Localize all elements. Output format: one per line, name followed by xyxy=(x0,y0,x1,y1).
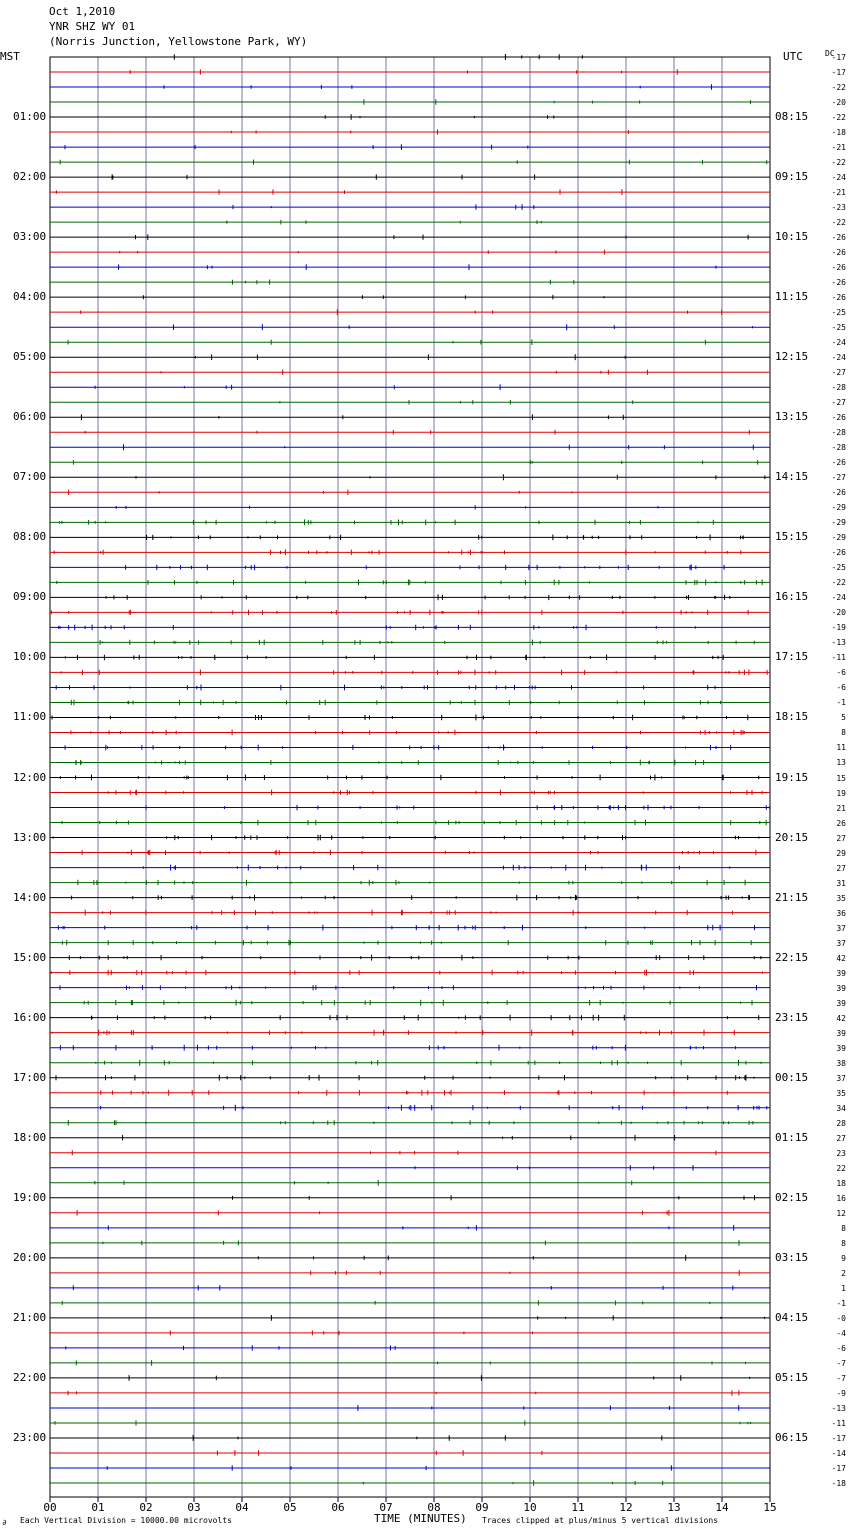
left-hour-label: 12:00 xyxy=(13,770,47,784)
left-timezone-label: MST xyxy=(0,50,20,63)
right-hour-label: 04:15 xyxy=(775,1310,809,1324)
dc-offset-label: 38 xyxy=(836,1058,846,1068)
left-hour-label: 16:00 xyxy=(13,1010,47,1024)
left-hour-label: 17:00 xyxy=(13,1070,47,1084)
right-timezone-label: UTC xyxy=(783,50,803,63)
right-hour-label: 21:15 xyxy=(775,890,809,904)
dc-header-label: DC xyxy=(825,49,835,58)
dc-offset-label: -24 xyxy=(831,353,846,363)
corner-mark: ∂ xyxy=(2,1518,7,1527)
dc-offset-label: 8 xyxy=(841,728,846,738)
dc-offset-label: 26 xyxy=(836,818,846,828)
left-hour-label: 06:00 xyxy=(13,410,47,424)
x-tick-label: 14 xyxy=(715,1501,729,1514)
dc-offset-label: 31 xyxy=(836,878,846,888)
x-tick-label: 11 xyxy=(571,1501,585,1514)
dc-offset-label: 23 xyxy=(836,1148,846,1158)
dc-offset-label: 8 xyxy=(841,1238,846,1248)
dc-offset-label: -26 xyxy=(831,413,846,423)
dc-offset-label: -1 xyxy=(836,698,846,708)
right-hour-label: 14:15 xyxy=(775,470,809,484)
x-tick-label: 06 xyxy=(331,1501,345,1514)
dc-offset-label: -25 xyxy=(831,323,846,333)
right-hour-label: 05:15 xyxy=(775,1370,809,1384)
dc-offset-label: -11 xyxy=(831,1418,846,1428)
right-hour-label: 09:15 xyxy=(775,170,809,184)
left-hour-label: 20:00 xyxy=(13,1250,47,1264)
dc-offset-label: -26 xyxy=(831,488,846,498)
dc-offset-label: -6 xyxy=(836,683,846,693)
dc-offset-label: -1 xyxy=(836,1298,846,1308)
dc-offset-label: 39 xyxy=(836,983,846,993)
dc-offset-label: -17 xyxy=(831,53,846,62)
dc-offset-label: -29 xyxy=(831,503,846,513)
right-hour-label: 19:15 xyxy=(775,770,809,784)
right-hour-label: 23:15 xyxy=(775,1010,809,1024)
dc-offset-label: 13 xyxy=(836,758,846,768)
right-hour-label: 16:15 xyxy=(775,590,809,604)
x-tick-label: 04 xyxy=(235,1501,249,1514)
right-hour-label: 13:15 xyxy=(775,410,809,424)
x-tick-label: 00 xyxy=(43,1501,57,1514)
dc-offset-label: 2 xyxy=(841,1268,846,1278)
dc-offset-label: 36 xyxy=(836,908,846,918)
dc-offset-label: 39 xyxy=(836,998,846,1008)
dc-offset-label: -22 xyxy=(831,158,846,168)
dc-offset-label: -27 xyxy=(831,368,846,378)
dc-offset-label: -21 xyxy=(831,188,846,198)
dc-offset-label: -11 xyxy=(831,653,846,663)
dc-offset-label: -23 xyxy=(831,203,846,213)
dc-offset-label: 37 xyxy=(836,1073,846,1083)
dc-offset-label: -21 xyxy=(831,143,846,153)
left-hour-label: 15:00 xyxy=(13,950,47,964)
left-hour-label: 19:00 xyxy=(13,1190,47,1204)
dc-offset-label: 35 xyxy=(836,893,846,903)
dc-offset-label: -26 xyxy=(831,263,846,273)
right-hour-label: 08:15 xyxy=(775,110,809,124)
x-tick-label: 05 xyxy=(283,1501,297,1514)
dc-offset-label: -9 xyxy=(836,1388,846,1398)
dc-offset-label: -25 xyxy=(831,308,846,318)
left-hour-label: 07:00 xyxy=(13,470,47,484)
dc-offset-label: 34 xyxy=(836,1103,846,1113)
dc-offset-label: -22 xyxy=(831,578,846,588)
dc-offset-label: -18 xyxy=(831,128,846,138)
right-hour-label: 03:15 xyxy=(775,1250,809,1264)
dc-offset-label: -24 xyxy=(831,173,846,183)
dc-offset-label: -22 xyxy=(831,113,846,123)
x-tick-label: 10 xyxy=(523,1501,537,1514)
dc-offset-label: 42 xyxy=(836,953,846,963)
left-hour-label: 03:00 xyxy=(13,230,47,244)
dc-offset-label: 11 xyxy=(836,743,846,753)
dc-offset-label: -28 xyxy=(831,428,846,438)
left-hour-label: 05:00 xyxy=(13,350,47,364)
dc-offset-label: 29 xyxy=(836,848,846,858)
dc-offset-label: 39 xyxy=(836,1043,846,1053)
dc-offset-label: -27 xyxy=(831,473,846,483)
dc-offset-label: -29 xyxy=(831,533,846,543)
dc-offset-label: 37 xyxy=(836,923,846,933)
right-hour-label: 12:15 xyxy=(775,350,809,364)
right-hour-label: 11:15 xyxy=(775,290,809,304)
dc-offset-label: 37 xyxy=(836,938,846,948)
header-location: (Norris Junction, Yellowstone Park, WY) xyxy=(49,35,308,48)
left-hour-label: 13:00 xyxy=(13,830,47,844)
x-tick-label: 13 xyxy=(667,1501,681,1514)
dc-offset-label: -26 xyxy=(831,548,846,558)
dc-offset-label: 5 xyxy=(841,713,846,723)
dc-offset-label: -6 xyxy=(836,668,846,678)
left-hour-label: 22:00 xyxy=(13,1370,47,1384)
x-tick-label: 03 xyxy=(187,1501,201,1514)
dc-offset-label: 9 xyxy=(841,1253,846,1263)
dc-offset-label: -25 xyxy=(831,563,846,573)
dc-offset-label: -17 xyxy=(831,68,846,77)
dc-offset-label: -24 xyxy=(831,593,846,603)
dc-offset-label: -19 xyxy=(831,623,846,633)
x-tick-label: 07 xyxy=(379,1501,393,1514)
dc-offset-label: -26 xyxy=(831,248,846,258)
dc-offset-label: 18 xyxy=(836,1178,846,1188)
dc-offset-label: 16 xyxy=(836,1193,846,1203)
clip-note: Traces clipped at plus/minus 5 vertical divisions xyxy=(482,1516,719,1525)
left-hour-label: 04:00 xyxy=(13,290,47,304)
header-station: YNR SHZ WY 01 xyxy=(49,20,136,33)
left-hour-label: 01:00 xyxy=(13,110,47,124)
x-axis-title: TIME (MINUTES) xyxy=(374,1512,467,1525)
dc-offset-label: -26 xyxy=(831,233,846,243)
dc-offset-label: -20 xyxy=(831,608,846,618)
dc-offset-label: -26 xyxy=(831,458,846,468)
left-hour-label: 10:00 xyxy=(13,650,47,664)
dc-offset-label: 21 xyxy=(836,803,846,813)
dc-offset-label: 12 xyxy=(836,1208,846,1218)
left-hour-label: 09:00 xyxy=(13,590,47,604)
dc-offset-label: 22 xyxy=(836,1163,846,1173)
dc-offset-label: 27 xyxy=(836,863,846,873)
left-hour-label: 23:00 xyxy=(13,1430,47,1444)
dc-offset-label: -13 xyxy=(831,638,846,648)
dc-offset-label: 42 xyxy=(836,1013,846,1023)
dc-offset-label: -0 xyxy=(836,1313,846,1323)
x-tick-label: 12 xyxy=(619,1501,633,1514)
right-hour-label: 22:15 xyxy=(775,950,809,964)
left-hour-label: 18:00 xyxy=(13,1130,47,1144)
left-hour-label: 02:00 xyxy=(13,170,47,184)
dc-offset-label: -29 xyxy=(831,518,846,528)
dc-offset-label: 15 xyxy=(836,773,846,783)
dc-offset-label: -17 xyxy=(831,1433,846,1443)
dc-offset-label: 8 xyxy=(841,1223,846,1233)
dc-offset-label: -27 xyxy=(831,398,846,408)
left-hour-label: 11:00 xyxy=(13,710,47,724)
dc-offset-label: -28 xyxy=(831,383,846,393)
right-hour-label: 01:15 xyxy=(775,1130,809,1144)
dc-offset-label: -18 xyxy=(831,1479,846,1488)
dc-offset-label: 39 xyxy=(836,968,846,978)
right-hour-label: 00:15 xyxy=(775,1070,809,1084)
dc-offset-label: -6 xyxy=(836,1343,846,1353)
dc-offset-label: -26 xyxy=(831,293,846,303)
left-hour-label: 21:00 xyxy=(13,1310,47,1324)
dc-offset-label: 28 xyxy=(836,1118,846,1128)
right-hour-label: 02:15 xyxy=(775,1190,809,1204)
right-hour-label: 20:15 xyxy=(775,830,809,844)
dc-offset-label: -20 xyxy=(831,98,846,108)
scale-note: Each Vertical Division = 10000.00 microvolts xyxy=(20,1516,232,1525)
right-hour-label: 15:15 xyxy=(775,530,809,544)
dc-offset-label: 27 xyxy=(836,1133,846,1143)
dc-offset-label: -14 xyxy=(831,1448,846,1458)
dc-offset-label: -28 xyxy=(831,443,846,453)
dc-offset-label: 19 xyxy=(836,788,846,798)
dc-offset-label: -4 xyxy=(836,1328,846,1338)
x-tick-label: 15 xyxy=(763,1501,777,1514)
dc-offset-label: -17 xyxy=(831,1463,846,1473)
x-tick-label: 01 xyxy=(91,1501,105,1514)
dc-offset-label: -7 xyxy=(836,1373,846,1383)
header-date: Oct 1,2010 xyxy=(49,5,116,18)
right-hour-label: 18:15 xyxy=(775,710,809,724)
dc-offset-label: -22 xyxy=(831,218,846,228)
x-tick-label: 02 xyxy=(139,1501,153,1514)
dc-offset-label: 35 xyxy=(836,1088,846,1098)
dc-offset-label: -26 xyxy=(831,278,846,288)
left-hour-label: 14:00 xyxy=(13,890,47,904)
left-hour-label: 08:00 xyxy=(13,530,47,544)
x-tick-label: 09 xyxy=(475,1501,489,1514)
dc-offset-label: 1 xyxy=(841,1283,846,1293)
dc-offset-label: 27 xyxy=(836,833,846,843)
dc-offset-label: 39 xyxy=(836,1028,846,1038)
dc-offset-label: -13 xyxy=(831,1403,846,1413)
dc-offset-label: -7 xyxy=(836,1358,846,1368)
dc-offset-label: -22 xyxy=(831,83,846,93)
right-hour-label: 06:15 xyxy=(775,1430,809,1444)
right-hour-label: 17:15 xyxy=(775,650,809,664)
x-tick-label: 08 xyxy=(427,1501,441,1514)
right-hour-label: 10:15 xyxy=(775,230,809,244)
dc-offset-label: -24 xyxy=(831,338,846,348)
